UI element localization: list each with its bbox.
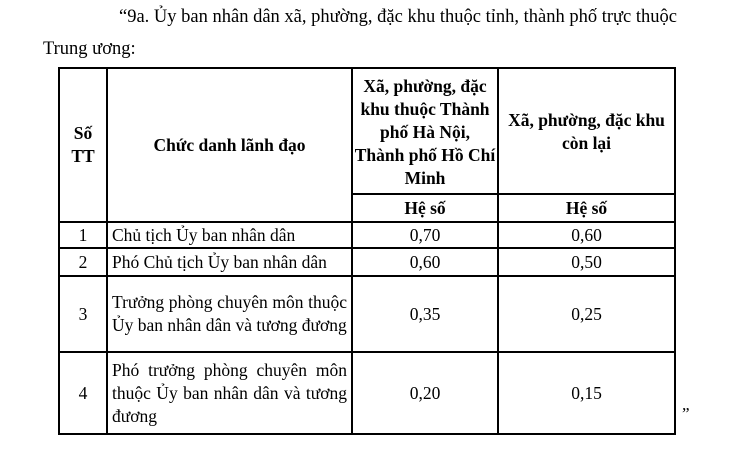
row-stt: 4 <box>59 352 107 434</box>
header-stt: Số TT <box>59 68 107 222</box>
header-other: Xã, phường, đặc khu còn lại <box>498 68 675 194</box>
intro-heading-continued: Trung ương: <box>43 39 136 59</box>
row-value-hn-hcm: 0,20 <box>352 352 498 434</box>
header-hn-hcm: Xã, phường, đặc khu thuộc Thành phố Hà Nội, Thành phố Hồ Chí Minh <box>352 68 498 194</box>
row-title: Phó Chủ tịch Ủy ban nhân dân <box>107 248 352 276</box>
subheader-hn-hcm: Hệ số <box>352 194 498 222</box>
row-value-other: 0,50 <box>498 248 675 276</box>
row-value-hn-hcm: 0,35 <box>352 276 498 352</box>
row-stt: 3 <box>59 276 107 352</box>
row-title: Phó trưởng phòng chuyên môn thuộc Ủy ban nhân dân và tương đương <box>107 352 352 434</box>
table-row <box>59 248 675 276</box>
coefficient-table <box>58 67 676 435</box>
row-value-other: 0,25 <box>498 276 675 352</box>
row-title: Trưởng phòng chuyên môn thuộc Ủy ban nhân dân và tương đương <box>107 276 352 352</box>
row-value-hn-hcm: 0,70 <box>352 222 498 248</box>
row-value-other: 0,60 <box>498 222 675 248</box>
intro-heading: “9a. Ủy ban nhân dân xã, phường, đặc khu thuộc tỉnh, thành phố trực thuộc <box>119 7 677 27</box>
row-value-other: 0,15 <box>498 352 675 434</box>
header-title: Chức danh lãnh đạo <box>107 68 352 222</box>
subheader-other: Hệ số <box>498 194 675 222</box>
row-value-hn-hcm: 0,60 <box>352 248 498 276</box>
closing-quote: ” <box>682 404 690 423</box>
table-row <box>59 276 675 352</box>
table-row <box>59 352 675 434</box>
row-title: Chủ tịch Ủy ban nhân dân <box>107 222 352 248</box>
row-stt: 1 <box>59 222 107 248</box>
row-stt: 2 <box>59 248 107 276</box>
table-row <box>59 222 675 248</box>
header-row <box>59 68 675 194</box>
